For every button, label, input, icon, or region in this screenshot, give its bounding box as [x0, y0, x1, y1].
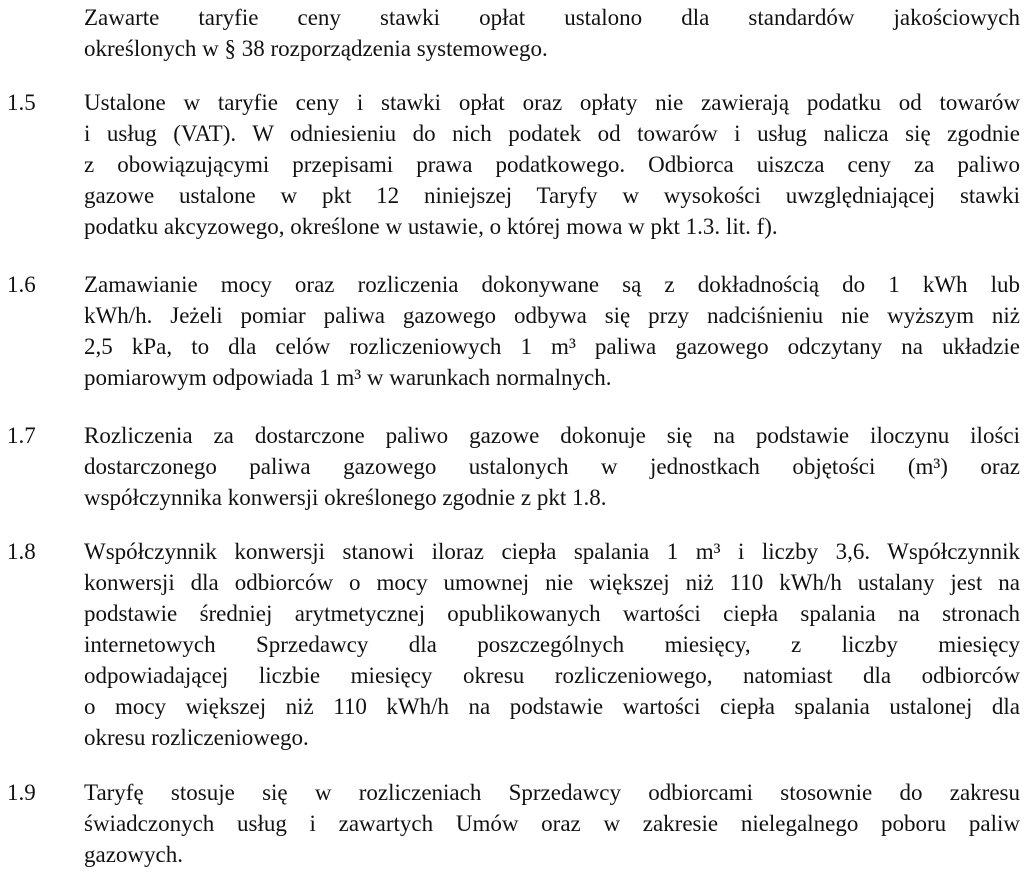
text-line: z obowiązującymi przepisami prawa podatkowego. Odbiorca uiszcza ceny za paliwo [84, 152, 1020, 177]
text-line: Zamawianie mocy oraz rozliczenia dokonywane są z dokładnością do 1 kWh lub [84, 272, 1020, 297]
text-line: gazowych. [84, 842, 183, 867]
text-line: Współczynnik konwersji stanowi iloraz ciepła spalania 1 m³ i liczby 3,6. Współczynnik [84, 539, 1020, 564]
text-line: określonych w § 38 rozporządzenia systemowego. [84, 36, 548, 61]
text-line: współczynnika konwersji określonego zgodnie z pkt 1.8. [84, 485, 607, 510]
text-line: Rozliczenia za dostarczone paliwo gazowe dokonuje się na podstawie iloczynu ilości [84, 423, 1020, 448]
text-line: dostarczonego paliwa gazowego ustalonych w jednostkach objętości (m³) oraz [84, 454, 1020, 479]
text-line: internetowych Sprzedawcy dla poszczególnych miesięcy, z liczby miesięcy [84, 632, 1020, 657]
section-number: 1.5 [7, 90, 36, 115]
text-line: Taryfę stosuje się w rozliczeniach Sprzedawcy odbiorcami stosownie do zakresu [84, 780, 1020, 805]
section-number: 1.8 [7, 539, 36, 564]
section-number: 1.7 [7, 423, 36, 448]
text-line: 2,5 kPa, to dla celów rozliczeniowych 1 m³ paliwa gazowego odczytany na układzie [84, 334, 1020, 359]
text-line: kWh/h. Jeżeli pomiar paliwa gazowego odbywa się przy nadciśnieniu nie wyższym niż [84, 303, 1020, 328]
text-line: podstawie średniej arytmetycznej opublikowanych wartości ciepła spalania na stronach [84, 601, 1020, 626]
section-number: 1.6 [7, 272, 36, 297]
text-line: i usług (VAT). W odniesieniu do nich podatek od towarów i usług nalicza się zgodnie [84, 121, 1020, 146]
text-line: konwersji dla odbiorców o mocy umownej nie większej niż 110 kWh/h ustalany jest na [84, 570, 1020, 595]
text-line: Zawarte taryfie ceny stawki opłat ustalono dla standardów jakościowych [84, 5, 1020, 30]
text-line: podatku akcyzowego, określone w ustawie, o której mowa w pkt 1.3. lit. f). [84, 214, 778, 239]
text-line: Ustalone w taryfie ceny i stawki opłat oraz opłaty nie zawierają podatku od towarów [84, 90, 1020, 115]
section-text [84, 536, 1020, 753]
text-line: o mocy większej niż 110 kWh/h na podstawie wartości ciepła spalania ustalonej dla [84, 694, 1020, 719]
section-text [84, 420, 1020, 513]
intro-text [84, 2, 1020, 64]
text-line: gazowe ustalone w pkt 12 niniejszej Taryfy w wysokości uwzględniającej stawki [84, 183, 1020, 208]
text-line: okresu rozliczeniowego. [84, 725, 309, 750]
section-number: 1.9 [7, 780, 36, 805]
text-line: świadczonych usług i zawartych Umów oraz w zakresie nielegalnego poboru paliw [84, 811, 1020, 836]
section-text [84, 87, 1020, 242]
text-line: pomiarowym odpowiada 1 m³ w warunkach normalnych. [84, 365, 612, 390]
section-text [84, 777, 1020, 870]
text-line: odpowiadającej liczbie miesięcy okresu rozliczeniowego, natomiast dla odbiorców [84, 663, 1020, 688]
section-text [84, 269, 1020, 393]
